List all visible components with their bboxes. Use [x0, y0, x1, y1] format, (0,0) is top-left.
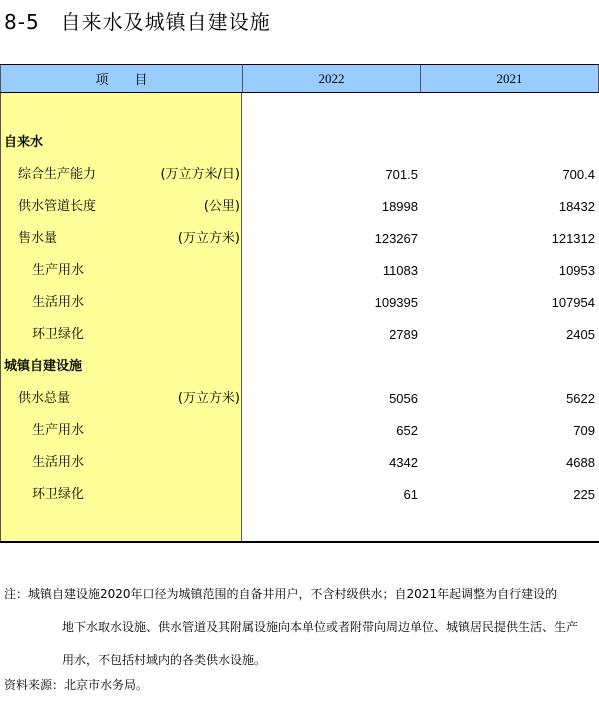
row-label: 供水管道长度: [18, 199, 97, 214]
header-2022: 2022: [243, 65, 421, 92]
row-label: 生活用水: [32, 295, 85, 310]
row-label: 环卫绿化: [32, 487, 85, 502]
row-label: 环卫绿化: [32, 327, 85, 342]
table-row: [0, 223, 599, 255]
header-item: 项 目: [1, 65, 243, 92]
value-2022: 11083: [382, 263, 418, 278]
table-row: [0, 383, 599, 415]
value-2021: 709: [573, 423, 595, 438]
table-row: [0, 127, 599, 159]
value-2021: 10953: [558, 263, 595, 278]
row-label: 自来水: [4, 135, 44, 150]
row-label: 综合生产能力: [18, 167, 97, 182]
table-row: [0, 159, 599, 191]
row-label: 供水总量: [18, 391, 71, 406]
table-body: [0, 93, 599, 541]
row-unit: (万立方米/日): [160, 167, 240, 182]
row-unit: (万立方米): [177, 391, 240, 406]
table-row: [0, 319, 599, 351]
table-row: [0, 447, 599, 479]
table-row: [0, 479, 599, 511]
table-row: [0, 287, 599, 319]
value-2022: 61: [403, 487, 418, 502]
header-2021: 2021: [496, 70, 523, 86]
value-2021: 225: [573, 487, 595, 502]
value-2022: 123267: [374, 231, 418, 246]
table-row: [0, 415, 599, 447]
table-note: [4, 578, 599, 677]
note-line: 地下水取水设施、供水管道及其附属设施向本单位或者附带向周边单位、城镇居民提供生活、生产: [62, 620, 579, 634]
data-table: [0, 64, 599, 541]
value-2022: 18998: [381, 199, 418, 214]
row-label: 生产用水: [32, 263, 85, 278]
value-2022: 652: [396, 423, 418, 438]
table-row: [0, 255, 599, 287]
value-2021: 2405: [566, 327, 595, 342]
value-2021: 700.4: [562, 167, 595, 182]
row-label: 城镇自建设施: [4, 359, 83, 374]
value-2021: 18432: [558, 199, 595, 214]
note-line: 注：城镇自建设施2020年口径为城镇范围的自备井用户，不含村级供水；自2021年起调整为自行建设的: [4, 587, 558, 601]
data-source: 资料来源：北京市水务局。: [4, 678, 149, 692]
value-2022: 109395: [374, 295, 418, 310]
value-2021: 121312: [551, 231, 595, 246]
value-2022: 5056: [389, 391, 418, 406]
row-label: 生活用水: [32, 455, 85, 470]
row-label: 售水量: [18, 231, 58, 246]
note-line: 用水，不包括村域内的各类供水设施。: [62, 653, 267, 667]
value-2021: 107954: [551, 295, 595, 310]
value-2022: 2789: [389, 327, 418, 342]
value-2021: 5622: [566, 391, 595, 406]
row-label: 生产用水: [32, 423, 85, 438]
row-unit: (公里): [203, 199, 240, 214]
value-2022: 701.5: [385, 167, 418, 182]
table-row: [0, 351, 599, 383]
table-bottom-rule: [0, 541, 599, 543]
page-title: 8-5 自来水及城镇自建设施: [4, 10, 271, 34]
table-header: [0, 64, 599, 93]
table-row: [0, 191, 599, 223]
value-2022: 4342: [389, 455, 418, 470]
value-2021: 4688: [566, 455, 595, 470]
row-unit: (万立方米): [177, 231, 240, 246]
